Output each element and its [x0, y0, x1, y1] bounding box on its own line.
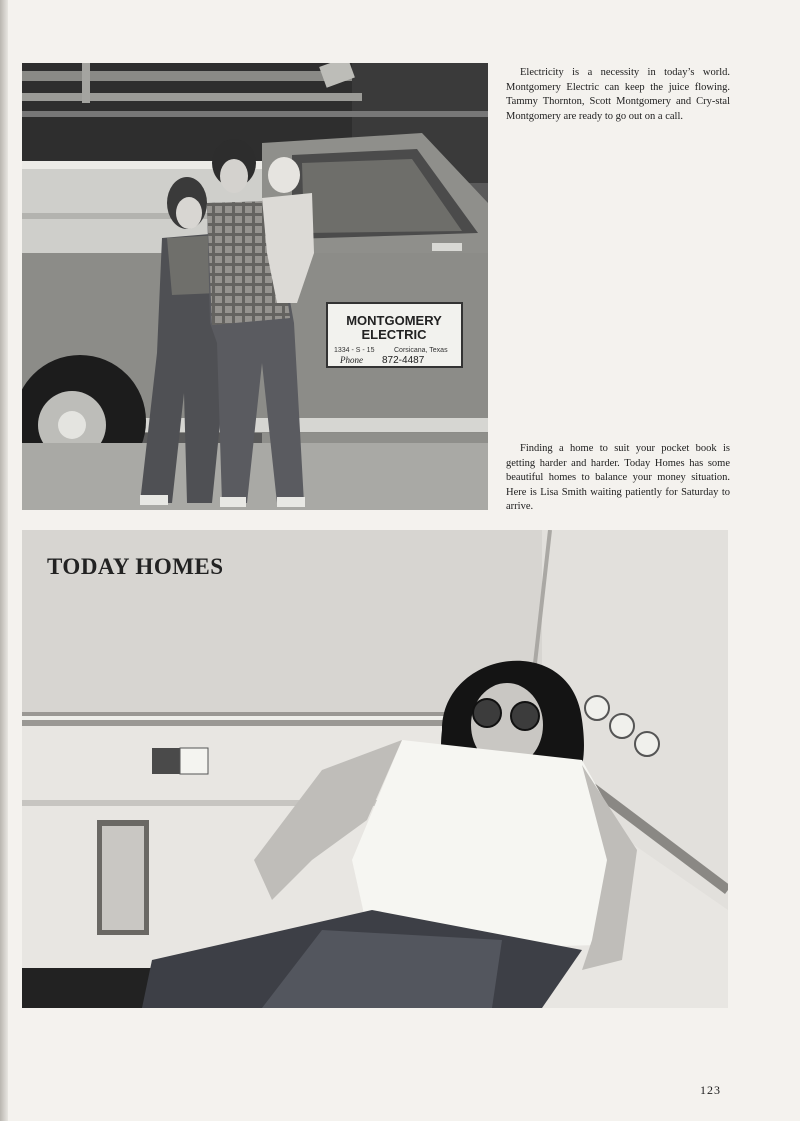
page-number: 123 [700, 1083, 721, 1097]
electric-caption: Electricity is a necessity in today’s world. Montgomery Electric can keep the juice flowing. Tammy Thornton, Scott Montgomery and Cry-stal Montgomery are ready to go out on a call. [506, 67, 730, 122]
truck-sign-line2: ELECTRIC [361, 327, 427, 342]
truck-sign-phone-label: Phone [340, 355, 363, 365]
today-homes-photo [22, 530, 728, 1008]
page-binding-edge [0, 0, 8, 1121]
truck-sign-address: 1334 - S - 15 [334, 347, 375, 354]
truck-sign-line1: MONTGOMERY [346, 313, 442, 328]
today-homes-title: TODAY HOMES [47, 554, 224, 579]
montgomery-electric-photo [22, 63, 488, 510]
homes-caption: Finding a home to suit your pocket book is getting harder and harder. Today Homes has some beautiful homes to balance your money situation. Here is Lisa Smith waiting patiently for Saturday to arrive. [506, 443, 730, 512]
truck-sign-phone: 872-4487 [382, 355, 425, 366]
truck-door-sign [327, 303, 462, 367]
truck-sign-city: Corsicana, Texas [394, 347, 448, 354]
